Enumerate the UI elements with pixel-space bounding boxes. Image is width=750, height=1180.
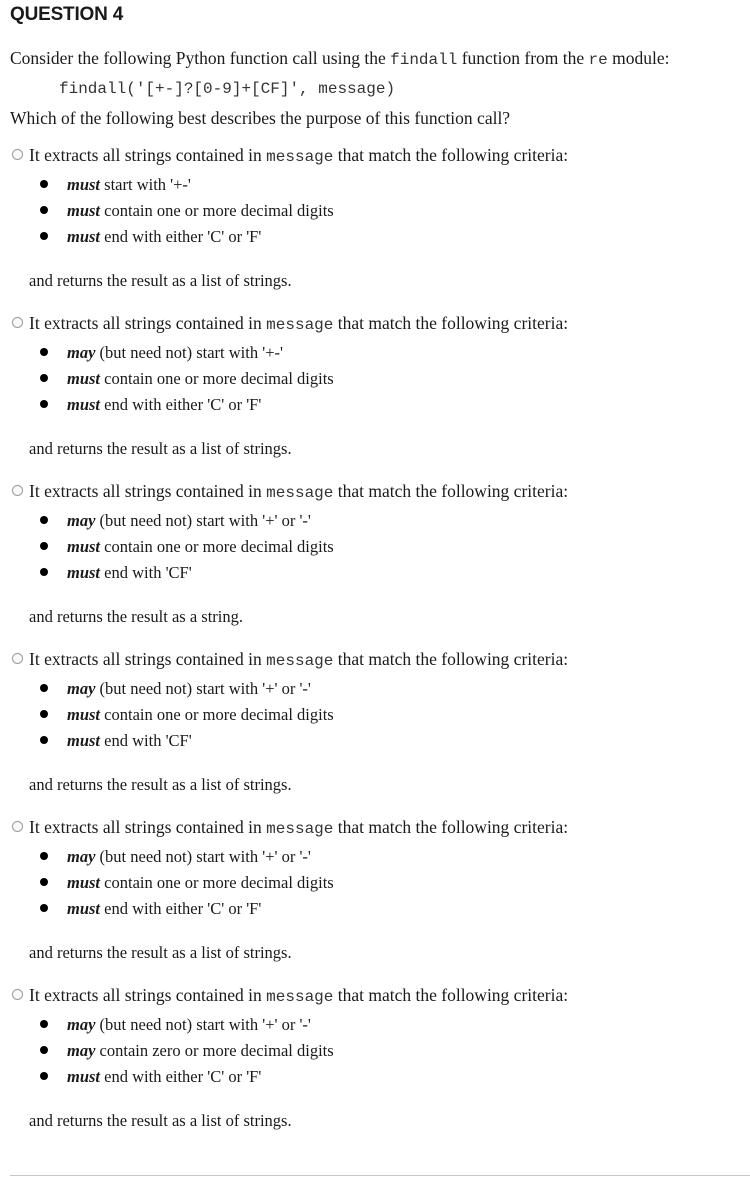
criterion-keyword: must bbox=[67, 227, 101, 246]
criterion-keyword: must bbox=[67, 537, 101, 556]
option-intro-variable: message bbox=[266, 652, 334, 670]
criterion-item bbox=[40, 227, 261, 247]
bullet-icon bbox=[40, 904, 48, 912]
bullet-icon bbox=[40, 878, 48, 886]
criterion-item bbox=[40, 679, 311, 699]
criterion-text: contain one or more decimal digits bbox=[100, 201, 334, 220]
criterion-item bbox=[40, 847, 311, 867]
radio-button[interactable] bbox=[12, 653, 23, 664]
radio-button[interactable] bbox=[12, 821, 23, 832]
question-prompt bbox=[10, 48, 669, 69]
option-returns: and returns the result as a list of strings. bbox=[29, 775, 292, 794]
criterion-text: end with either 'C' or 'F' bbox=[100, 1067, 262, 1086]
radio-button[interactable] bbox=[12, 485, 23, 496]
bullet-icon bbox=[40, 684, 48, 692]
criterion-item bbox=[40, 563, 192, 583]
criterion-keyword: must bbox=[67, 175, 101, 194]
criterion-keyword: must bbox=[67, 873, 101, 892]
bullet-icon bbox=[40, 736, 48, 744]
criterion-item bbox=[40, 1015, 311, 1035]
radio-button[interactable] bbox=[12, 317, 23, 328]
bullet-icon bbox=[40, 516, 48, 524]
bullet-icon bbox=[40, 206, 48, 214]
criterion-keyword: must bbox=[67, 201, 101, 220]
criterion-text: end with 'CF' bbox=[100, 563, 192, 582]
bullet-icon bbox=[40, 348, 48, 356]
option-intro-text-end: that match the following criteria: bbox=[333, 985, 569, 1005]
criterion-text: end with either 'C' or 'F' bbox=[100, 395, 262, 414]
option-returns: and returns the result as a list of strings. bbox=[29, 271, 292, 290]
bullet-icon bbox=[40, 1046, 48, 1054]
criterion-keyword: must bbox=[67, 1067, 101, 1086]
option-intro-text-end: that match the following criteria: bbox=[333, 481, 569, 501]
bottom-divider bbox=[10, 1175, 750, 1176]
bullet-icon bbox=[40, 542, 48, 550]
criterion-item bbox=[40, 175, 191, 195]
criterion-item bbox=[40, 1041, 334, 1061]
criterion-text: (but need not) start with '+' or '-' bbox=[95, 511, 311, 530]
criterion-text: (but need not) start with '+' or '-' bbox=[95, 1015, 311, 1034]
criterion-item bbox=[40, 511, 311, 531]
criterion-keyword: may bbox=[67, 1015, 96, 1034]
option-intro-text-end: that match the following criteria: bbox=[333, 817, 569, 837]
criterion-text: (but need not) start with '+' or '-' bbox=[95, 679, 311, 698]
criterion-item bbox=[40, 899, 261, 919]
option-intro bbox=[29, 313, 568, 334]
option-intro-text: It extracts all strings contained in bbox=[29, 481, 267, 501]
criterion-text: (but need not) start with '+-' bbox=[95, 343, 283, 362]
answer-option-6[interactable] bbox=[0, 985, 750, 1153]
criterion-item bbox=[40, 873, 334, 893]
criterion-item bbox=[40, 1067, 261, 1087]
option-intro bbox=[29, 145, 568, 166]
answer-option-5[interactable] bbox=[0, 817, 750, 985]
criterion-text: contain one or more decimal digits bbox=[100, 873, 334, 892]
prompt-text-before: Consider the following Python function call using the bbox=[10, 48, 391, 68]
criterion-text: end with 'CF' bbox=[100, 731, 192, 750]
option-intro-variable: message bbox=[266, 988, 334, 1006]
answer-option-3[interactable] bbox=[0, 481, 750, 649]
criterion-keyword: must bbox=[67, 563, 101, 582]
bullet-icon bbox=[40, 1020, 48, 1028]
option-intro bbox=[29, 817, 568, 838]
criterion-keyword: must bbox=[67, 705, 101, 724]
option-intro bbox=[29, 985, 568, 1006]
option-intro-text: It extracts all strings contained in bbox=[29, 817, 267, 837]
prompt-text-after: module: bbox=[607, 48, 670, 68]
option-intro-variable: message bbox=[266, 484, 334, 502]
prompt-function-name: findall bbox=[390, 51, 458, 69]
code-snippet: findall('[+-]?[0-9]+[CF]', message) bbox=[59, 80, 396, 98]
option-intro-text: It extracts all strings contained in bbox=[29, 649, 267, 669]
question-header: QUESTION 4 bbox=[10, 4, 124, 25]
bullet-icon bbox=[40, 400, 48, 408]
option-returns: and returns the result as a list of strings. bbox=[29, 1111, 292, 1130]
bullet-icon bbox=[40, 180, 48, 188]
option-intro-text: It extracts all strings contained in bbox=[29, 985, 267, 1005]
criterion-item bbox=[40, 369, 334, 389]
option-intro-text-end: that match the following criteria: bbox=[333, 313, 569, 333]
criterion-text: end with either 'C' or 'F' bbox=[100, 227, 262, 246]
criterion-text: contain one or more decimal digits bbox=[100, 537, 334, 556]
criterion-keyword: may bbox=[67, 1041, 96, 1060]
criterion-keyword: must bbox=[67, 369, 101, 388]
bullet-icon bbox=[40, 1072, 48, 1080]
criterion-keyword: may bbox=[67, 511, 96, 530]
criterion-text: contain one or more decimal digits bbox=[100, 369, 334, 388]
criterion-item bbox=[40, 343, 283, 363]
option-intro bbox=[29, 649, 568, 670]
option-intro-variable: message bbox=[266, 148, 334, 166]
criterion-keyword: may bbox=[67, 847, 96, 866]
bullet-icon bbox=[40, 852, 48, 860]
question-text: Which of the following best describes the purpose of this function call? bbox=[10, 108, 511, 128]
criterion-text: (but need not) start with '+' or '-' bbox=[95, 847, 311, 866]
bullet-icon bbox=[40, 232, 48, 240]
prompt-module-name: re bbox=[588, 51, 608, 69]
option-intro bbox=[29, 481, 568, 502]
criterion-keyword: may bbox=[67, 343, 96, 362]
option-intro-variable: message bbox=[266, 820, 334, 838]
radio-button[interactable] bbox=[12, 149, 23, 160]
option-intro-text-end: that match the following criteria: bbox=[333, 649, 569, 669]
bullet-icon bbox=[40, 710, 48, 718]
option-intro-text-end: that match the following criteria: bbox=[333, 145, 569, 165]
answer-option-1[interactable] bbox=[0, 145, 750, 313]
criterion-item bbox=[40, 395, 261, 415]
criterion-item bbox=[40, 705, 334, 725]
criterion-item bbox=[40, 537, 334, 557]
criterion-text: contain one or more decimal digits bbox=[100, 705, 334, 724]
answer-option-2[interactable] bbox=[0, 313, 750, 481]
prompt-text-middle: function from the bbox=[457, 48, 589, 68]
criterion-keyword: may bbox=[67, 679, 96, 698]
bullet-icon bbox=[40, 374, 48, 382]
criterion-keyword: must bbox=[67, 731, 101, 750]
criterion-keyword: must bbox=[67, 899, 101, 918]
option-intro-variable: message bbox=[266, 316, 334, 334]
criterion-item bbox=[40, 731, 192, 751]
criterion-keyword: must bbox=[67, 395, 101, 414]
criterion-item bbox=[40, 201, 334, 221]
radio-button[interactable] bbox=[12, 989, 23, 1000]
criterion-text: contain zero or more decimal digits bbox=[95, 1041, 334, 1060]
option-intro-text: It extracts all strings contained in bbox=[29, 313, 267, 333]
bullet-icon bbox=[40, 568, 48, 576]
option-intro-text: It extracts all strings contained in bbox=[29, 145, 267, 165]
option-returns: and returns the result as a list of strings. bbox=[29, 439, 292, 458]
criterion-text: start with '+-' bbox=[100, 175, 191, 194]
option-returns: and returns the result as a string. bbox=[29, 607, 243, 626]
criterion-text: end with either 'C' or 'F' bbox=[100, 899, 262, 918]
answer-option-4[interactable] bbox=[0, 649, 750, 817]
option-returns: and returns the result as a list of strings. bbox=[29, 943, 292, 962]
